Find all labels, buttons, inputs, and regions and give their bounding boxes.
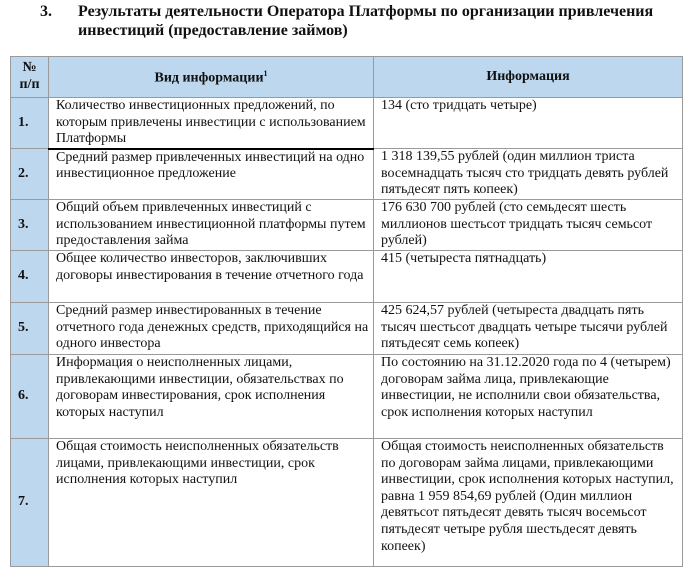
row-kind: Общая стоимость неисполненных обязательств лицами, привлекающими инвестиции, срок исполнения которых наступил — [49, 439, 374, 567]
row-info: 1 318 139,55 рублей (один миллион триста восемнадцать тысяч сто тридцать девять рублей пятьдесят пять копеек) — [374, 149, 683, 200]
table-header-row — [11, 57, 683, 98]
table-row — [11, 200, 683, 251]
row-number: 2. — [11, 149, 49, 200]
header-kind-label: Вид информации — [154, 71, 264, 87]
row-number: 6. — [11, 355, 49, 439]
row-number: 7. — [11, 439, 49, 567]
row-info: 134 (сто тридцать четыре) — [374, 98, 683, 149]
table-row — [11, 303, 683, 355]
row-info: По состоянию на 31.12.2020 года по 4 (четырем) договорам займа лица, привлекающие инвестиции, не исполнили свои обязательства, срок исполнения которых наступил — [374, 355, 683, 439]
table-row — [11, 355, 683, 439]
row-number: 1. — [11, 98, 49, 149]
section-number: 3. — [40, 3, 52, 20]
row-kind: Средний размер привлеченных инвестиций на одно инвестиционное предложение — [49, 149, 374, 200]
header-num: № п/п — [11, 57, 49, 98]
row-number: 3. — [11, 200, 49, 251]
table-row — [11, 251, 683, 303]
row-kind: Общий объем привлеченных инвестиций с использованием инвестиционной платформы путем предоставления займа — [49, 200, 374, 251]
table-row — [11, 149, 683, 200]
header-info: Информация — [374, 57, 683, 98]
footnote-marker: 1 — [263, 69, 268, 79]
section-title: Результаты деятельности Оператора Платформы по организации привлечения инвестиций (предоставление займов) — [78, 3, 654, 39]
row-info: Общая стоимость неисполненных обязательств по договорам займа лицами, привлекающими инвестиции, срок исполнения которых наступил, равна 1 959 854,69 рублей (Один миллион девятьсот пятьдесят девять тысяч восемьсот пятьдесят четыре рубля шестьдесят девять копеек) — [374, 439, 683, 567]
row-info: 425 624,57 рублей (четыреста двадцать пять тысяч шестьсот двадцать четыре тысячи рублей пятьдесят семь копеек) — [374, 303, 683, 355]
row-number: 5. — [11, 303, 49, 355]
header-kind — [49, 57, 374, 98]
results-table — [10, 56, 683, 567]
row-kind: Количество инвестиционных предложений, по которым привлечены инвестиции с использованием Платформы — [49, 98, 374, 149]
row-kind: Общее количество инвесторов, заключивших договоры инвестирования в течение отчетного года — [49, 251, 374, 303]
table-row — [11, 439, 683, 567]
row-info: 176 630 700 рублей (сто семьдесят шесть миллионов шестьсот тридцать тысяч семьсот рублей) — [374, 200, 683, 251]
table-row — [11, 98, 683, 149]
row-kind: Информация о неисполненных лицами, привлекающими инвестиции, обязательствах по договорам инвестирования, срок исполнения которых наступил — [49, 355, 374, 439]
row-number: 4. — [11, 251, 49, 303]
row-info: 415 (четыреста пятнадцать) — [374, 251, 683, 303]
row-kind: Средний размер инвестированных в течение отчетного года денежных средств, приходящийся на одного инвестора — [49, 303, 374, 355]
